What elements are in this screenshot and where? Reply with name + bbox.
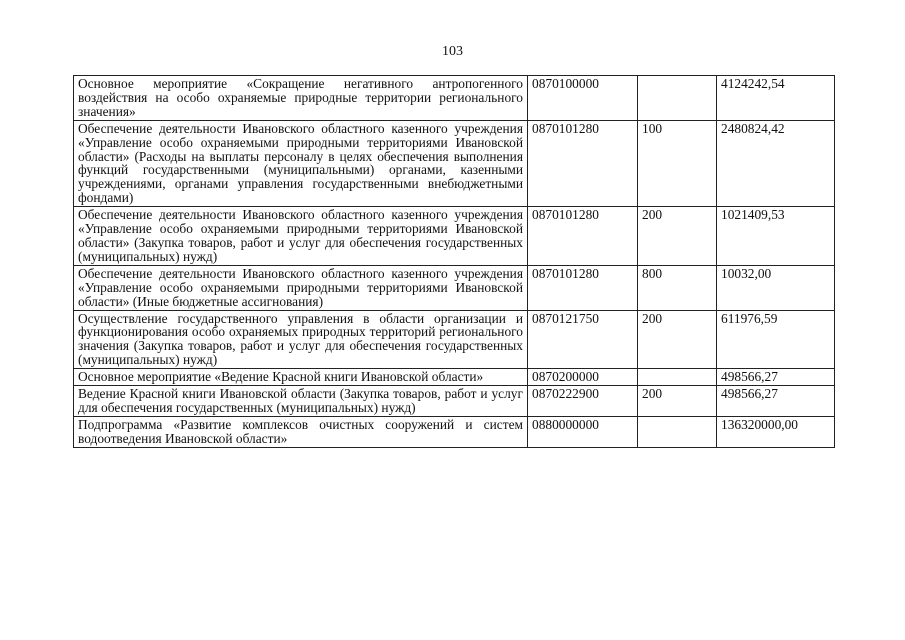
- table-row: [74, 416, 835, 447]
- table-row: [74, 76, 835, 121]
- expense-type-code: [638, 76, 717, 121]
- target-article-code: 0870200000: [528, 369, 638, 386]
- row-description: Обеспечение деятельности Ивановского областного казенного учреждения «Управление особо охраняемыми природными территориями Ивановской области» (Расходы на выплаты персоналу в целях обеспечения выполнения функций государственными (муниципальными) органами, казенными учреждениями, органами управления государственными внебюджетными фондами): [74, 120, 528, 206]
- row-description: Осуществление государственного управления в области организации и функционирования особо охраняемых природных территорий регионального значения (Закупка товаров, работ и услуг для обеспечения государственных (муниципальных) нужд): [74, 310, 528, 369]
- target-article-code: 0870100000: [528, 76, 638, 121]
- amount-value: 4124242,54: [717, 76, 835, 121]
- target-article-code: 0870101280: [528, 120, 638, 206]
- amount-value: 1021409,53: [717, 207, 835, 266]
- row-description: Обеспечение деятельности Ивановского областного казенного учреждения «Управление особо охраняемыми природными территориями Ивановской области» (Иные бюджетные ассигнования): [74, 265, 528, 310]
- row-description: Подпрограмма «Развитие комплексов очистных сооружений и систем водоотведения Ивановской области»: [74, 416, 528, 447]
- row-description: Основное мероприятие «Ведение Красной книги Ивановской области»: [74, 369, 528, 386]
- amount-value: 611976,59: [717, 310, 835, 369]
- table-row: [74, 265, 835, 310]
- amount-value: 2480824,42: [717, 120, 835, 206]
- row-description: Ведение Красной книги Ивановской области (Закупка товаров, работ и услуг для обеспечения государственных (муниципальных) нужд): [74, 386, 528, 417]
- expense-type-code: 200: [638, 310, 717, 369]
- amount-value: 498566,27: [717, 386, 835, 417]
- row-description: Обеспечение деятельности Ивановского областного казенного учреждения «Управление особо охраняемыми природными территориями Ивановской области» (Закупка товаров, работ и услуг для обеспечения государственных (муниципальных) нужд): [74, 207, 528, 266]
- table-row: [74, 369, 835, 386]
- table-row: [74, 120, 835, 206]
- target-article-code: 0870101280: [528, 207, 638, 266]
- amount-value: 498566,27: [717, 369, 835, 386]
- target-article-code: 0880000000: [528, 416, 638, 447]
- expense-type-code: 200: [638, 386, 717, 417]
- amount-value: 136320000,00: [717, 416, 835, 447]
- expense-type-code: 800: [638, 265, 717, 310]
- expense-type-code: 100: [638, 120, 717, 206]
- target-article-code: 0870101280: [528, 265, 638, 310]
- expense-type-code: [638, 416, 717, 447]
- table-row: [74, 310, 835, 369]
- page-number: 103: [442, 44, 463, 59]
- target-article-code: 0870222900: [528, 386, 638, 417]
- target-article-code: 0870121750: [528, 310, 638, 369]
- row-description: Основное мероприятие «Сокращение негативного антропогенного воздействия на особо охраняемые природные территории регионального значения»: [74, 76, 528, 121]
- table-row: [74, 207, 835, 266]
- expense-type-code: 200: [638, 207, 717, 266]
- budget-table: [73, 75, 835, 448]
- expense-type-code: [638, 369, 717, 386]
- amount-value: 10032,00: [717, 265, 835, 310]
- table-row: [74, 386, 835, 417]
